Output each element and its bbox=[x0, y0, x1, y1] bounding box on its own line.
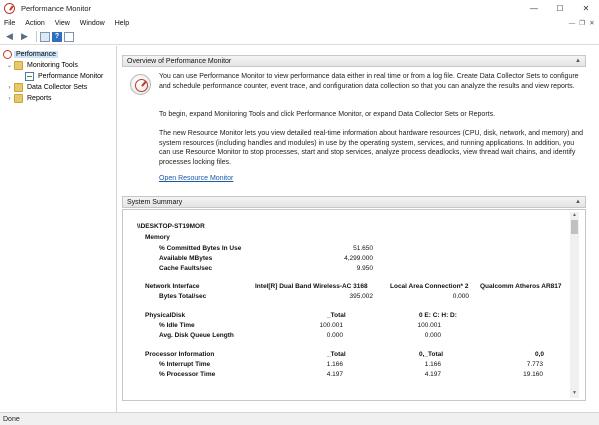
counter-value: 0.000 bbox=[452, 293, 469, 300]
overview-header[interactable] bbox=[122, 55, 586, 67]
child-close-button[interactable]: ✕ bbox=[589, 20, 595, 27]
overview-paragraph-2: To begin, expand Monitoring Tools and click Performance Monitor, or expand Data Collector Sets or Reports. bbox=[159, 111, 496, 118]
navigation-tree bbox=[0, 46, 117, 412]
processor-information-label: Processor Information bbox=[145, 351, 215, 358]
tree-item-label: Data Collector Sets bbox=[27, 84, 88, 91]
network-interface-label: Network Interface bbox=[145, 283, 200, 290]
counter-value: 1.166 bbox=[326, 361, 343, 368]
show-tree-icon[interactable] bbox=[40, 32, 50, 42]
system-summary-title: System Summary bbox=[127, 198, 183, 206]
folder-icon bbox=[14, 61, 23, 70]
action-pane-icon[interactable] bbox=[64, 32, 74, 42]
tree-item-performance-monitor[interactable] bbox=[24, 71, 105, 82]
menu-file[interactable]: File bbox=[4, 19, 16, 27]
instance-header: _Total bbox=[327, 351, 346, 358]
counter-name: % Interrupt Time bbox=[159, 361, 211, 368]
overview-body bbox=[122, 68, 586, 188]
minimize-button[interactable]: — bbox=[530, 4, 538, 13]
menu-action[interactable]: Action bbox=[25, 19, 45, 27]
child-restore-button[interactable]: ❐ bbox=[579, 20, 585, 27]
overview-paragraph-3: The new Resource Monitor lets you view detailed real-time information about hardware resources (CPU, disk, network, and memory) and system resources (including handles and modules) in use by the operating system, services, and running applications. In addition, you can use Resource Monitor to stop processes, start and stop services, analyze process deadlocks, view thread wait chains, and identify processes locking files. bbox=[159, 130, 584, 166]
expand-icon[interactable]: › bbox=[8, 95, 11, 102]
physical-disk-label: PhysicalDisk bbox=[145, 312, 186, 319]
counter-name: Bytes Total/sec bbox=[159, 293, 207, 300]
counter-name: % Processor Time bbox=[159, 371, 216, 378]
maximize-button[interactable]: ☐ bbox=[556, 4, 564, 13]
collapse-arrow-icon[interactable]: ▲ bbox=[575, 199, 581, 205]
counter-value: 1.166 bbox=[424, 361, 441, 368]
instance-header: _Total bbox=[327, 312, 346, 319]
menu-help[interactable]: Help bbox=[114, 19, 130, 27]
help-icon[interactable]: ? bbox=[52, 32, 62, 42]
collapse-icon[interactable]: ⌄ bbox=[6, 63, 13, 69]
close-button[interactable]: ✕ bbox=[582, 4, 590, 13]
folder-icon bbox=[14, 83, 23, 92]
scrollbar-thumb[interactable] bbox=[571, 220, 578, 234]
tree-item-reports[interactable] bbox=[6, 93, 54, 104]
counter-name: % Committed Bytes In Use bbox=[159, 245, 242, 252]
menu-window[interactable]: Window bbox=[79, 19, 105, 27]
title-bar bbox=[0, 0, 599, 17]
child-window-controls bbox=[567, 17, 597, 29]
window-title: Performance Monitor bbox=[21, 4, 92, 13]
counter-value: 4.197 bbox=[326, 371, 343, 378]
tree-item-performance[interactable] bbox=[2, 49, 58, 60]
counter-name: Available MBytes bbox=[159, 255, 213, 262]
counter-value: 4.197 bbox=[424, 371, 441, 378]
counter-name: Cache Faults/sec bbox=[159, 265, 213, 272]
open-resource-monitor-link[interactable]: Open Resource Monitor bbox=[159, 175, 234, 182]
computer-name: \\DESKTOP-ST19MOR bbox=[137, 223, 205, 230]
counter-value: 7.773 bbox=[526, 361, 543, 368]
performance-monitor-app-icon bbox=[4, 3, 15, 14]
menu-view[interactable]: View bbox=[54, 19, 70, 27]
tree-item-label: Performance Monitor bbox=[38, 73, 104, 80]
counter-value: 9.950 bbox=[356, 265, 373, 272]
window-controls bbox=[521, 0, 599, 17]
chart-icon bbox=[25, 72, 34, 81]
instance-header: 0 E: C: H: D: bbox=[419, 312, 457, 319]
tree-item-label: Reports bbox=[27, 95, 52, 102]
toolbar-separator bbox=[36, 31, 37, 42]
counter-value: 395.002 bbox=[349, 293, 373, 300]
vertical-scrollbar[interactable] bbox=[570, 212, 579, 398]
status-bar bbox=[0, 412, 599, 425]
child-minimize-button[interactable]: — bbox=[568, 19, 576, 27]
overview-header-title: Overview of Performance Monitor bbox=[127, 57, 232, 65]
tree-item-data-collector-sets[interactable] bbox=[6, 82, 89, 93]
tree-item-label: Performance bbox=[16, 51, 57, 58]
performance-icon bbox=[3, 50, 12, 59]
main-content bbox=[118, 46, 599, 412]
instance-header: 0,_Total bbox=[419, 351, 444, 358]
overview-paragraph-1: You can use Performance Monitor to view performance data either in real time or from a log file. Create Data Collector Sets to configure and schedule performance counter, event trace, and configuration data collection so that you can analyze the results and view reports. bbox=[159, 73, 579, 90]
instance-header: 0,0 bbox=[535, 351, 545, 358]
instance-header: Intel[R] Dual Band Wireless-AC 3168 bbox=[255, 283, 368, 290]
instance-header: Local Area Connection* 2 bbox=[390, 283, 469, 290]
counter-name: % Idle Time bbox=[159, 322, 195, 329]
memory-label: Memory bbox=[145, 234, 170, 241]
tree-item-monitoring-tools[interactable] bbox=[6, 60, 80, 71]
scroll-down-icon[interactable]: ▼ bbox=[572, 390, 577, 396]
tree-item-label: Monitoring Tools bbox=[27, 62, 78, 69]
arrow-left-icon[interactable]: ◀ bbox=[6, 31, 13, 41]
counter-value: 51.650 bbox=[353, 245, 373, 252]
counter-value: 0.000 bbox=[326, 332, 343, 339]
expand-icon[interactable]: › bbox=[8, 84, 11, 91]
menu-bar bbox=[0, 17, 599, 29]
counter-value: 100.001 bbox=[319, 322, 343, 329]
arrow-right-icon[interactable]: ▶ bbox=[21, 31, 28, 41]
folder-icon bbox=[14, 94, 23, 103]
counter-value: 100.001 bbox=[417, 322, 441, 329]
performance-monitor-large-icon bbox=[130, 74, 151, 95]
instance-header: Qualcomm Atheros AR817 bbox=[480, 283, 562, 290]
toolbar bbox=[0, 29, 599, 45]
counter-name: Avg. Disk Queue Length bbox=[159, 332, 234, 339]
scroll-up-icon[interactable]: ▲ bbox=[572, 212, 577, 218]
system-summary-content bbox=[123, 210, 563, 401]
counter-value: 4,299.000 bbox=[344, 255, 373, 262]
system-summary-header[interactable] bbox=[122, 196, 586, 208]
counter-value: 19.160 bbox=[523, 371, 543, 378]
status-text: Done bbox=[3, 415, 20, 423]
system-summary-panel[interactable] bbox=[122, 209, 586, 401]
counter-value: 0.000 bbox=[424, 332, 441, 339]
collapse-arrow-icon[interactable]: ▲ bbox=[575, 58, 581, 64]
